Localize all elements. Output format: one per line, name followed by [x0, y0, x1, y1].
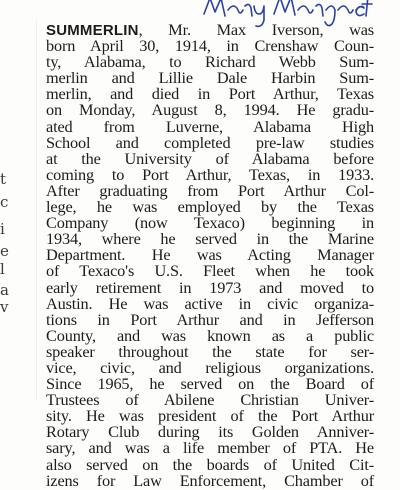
- obituary-line: born April 30, 1914, in Crenshaw Coun-: [46, 36, 374, 56]
- edge-fragment: e: [0, 242, 9, 260]
- obituary-line: ated from Luverne, Alabama High: [46, 116, 374, 136]
- edge-fragment: v: [0, 298, 9, 316]
- obituary-surname: SUMMERLIN: [46, 22, 139, 39]
- obituary-line: 1934, where he served in the Marine: [46, 229, 374, 249]
- obituary-line: County, and was known as a public: [46, 325, 374, 345]
- obituary-line: sity. He was president of the Port Arthur: [46, 406, 374, 426]
- obituary-line: ty, Alabama, to Richard Webb Sum-: [46, 52, 374, 72]
- obituary-line: on Monday, August 8, 1994. He gradu-: [46, 100, 374, 120]
- obituary-line: Since 1965, he served on the Board of: [46, 374, 374, 394]
- obituary-text-column: [46, 22, 374, 489]
- obituary-line: tions in Port Arthur and in Jefferson: [46, 309, 374, 329]
- edge-fragment: a: [0, 281, 9, 299]
- column-shadow: [36, 20, 37, 400]
- obituary-line: Department. He was Acting Manager: [46, 245, 374, 265]
- obituary-line: merlin and Lillie Dale Harbin Sum-: [46, 68, 374, 88]
- obituary-line: sary, and was a life member of PTA. He: [46, 438, 374, 458]
- obituary-line: early retirement in 1973 and moved to: [46, 277, 374, 297]
- obituary-line: vice, civic, and religious organizations.: [46, 357, 374, 377]
- clipping-left-edge: [0, 0, 14, 400]
- obituary-line: Austin. He was active in civic organiza-: [46, 293, 374, 313]
- edge-fragment: l: [0, 260, 5, 278]
- obituary-line: at the University of Alabama before: [46, 148, 374, 168]
- edge-fragment: t: [0, 170, 7, 188]
- obituary-line: izens for Law Enforcement, Chamber of: [46, 470, 374, 490]
- edge-fragment: i: [0, 220, 5, 238]
- obituary-line: coming to Port Arthur, Texas, in 1933.: [46, 164, 374, 184]
- obituary-line: merlin, and died in Port Arthur, Texas: [46, 84, 374, 104]
- obituary-line: lege, he was employed by the Texas: [46, 197, 374, 217]
- obituary-line: Company (now Texaco) beginning in: [46, 213, 374, 233]
- obituary-line: Trustees of Abilene Christian Univer-: [46, 390, 374, 410]
- obituary-line: of Texaco's U.S. Fleet when he took: [46, 261, 374, 281]
- obituary-line: School and completed pre-law studies: [46, 132, 374, 152]
- edge-fragment: c: [0, 193, 9, 211]
- obituary-line: also served on the boards of United Cit-: [46, 454, 374, 474]
- obituary-line: Rotary Club during its Golden Anniver-: [46, 422, 374, 442]
- obituary-line: After graduating from Port Arthur Col-: [46, 180, 374, 200]
- obituary-line: speaker throughout the state for ser-: [46, 341, 374, 361]
- obituary-first-line-text: , Mr. Max Iverson, was: [138, 20, 374, 39]
